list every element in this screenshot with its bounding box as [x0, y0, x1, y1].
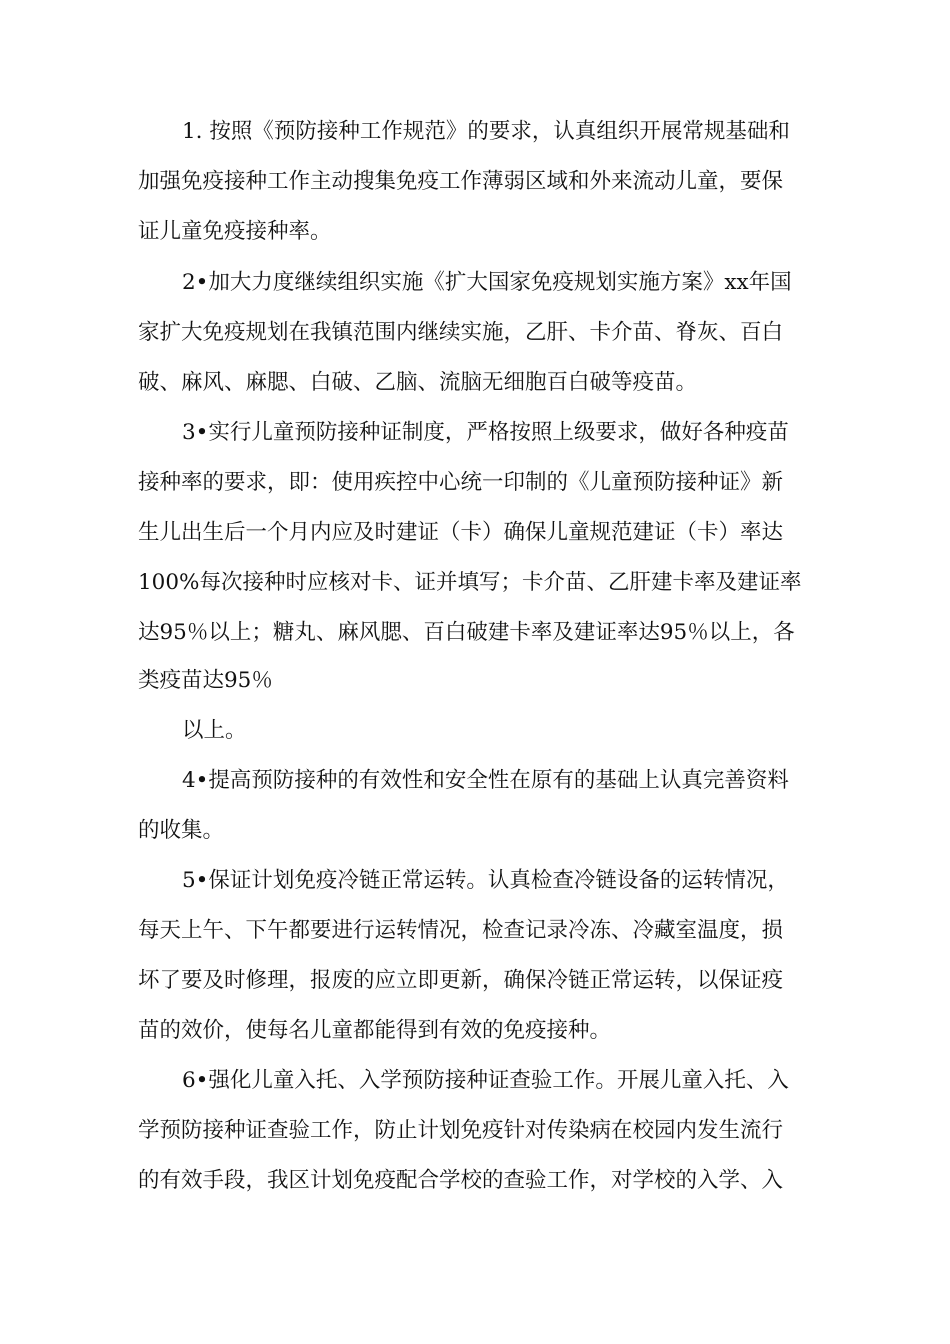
paragraph-5-line-3: 坏了要及时修理，报废的应立即更新，确保冷链正常运转，以保证疫	[138, 968, 784, 993]
paragraph-3-line-2: 接种率的要求，即：使用疾控中心统一印制的《儿童预防接种证》新	[138, 470, 784, 495]
paragraph-3-line-7: 以上。	[182, 718, 247, 743]
paragraph-3-line-4: 100%每次接种时应核对卡、证并填写；卡介苗、乙肝建卡率及建证率	[138, 570, 802, 595]
paragraph-4-line-2: 的收集。	[138, 818, 225, 843]
paragraph-3-line-6: 类疫苗达95％	[138, 668, 273, 693]
paragraph-5-line-4: 苗的效价，使每名儿童都能得到有效的免疫接种。	[138, 1018, 612, 1043]
paragraph-6-line-1: 6•强化儿童入托、入学预防接种证查验工作。开展儿童入托、入	[182, 1068, 789, 1093]
paragraph-5-line-2: 每天上午、下午都要进行运转情况，检查记录冷冻、冷藏室温度，损	[138, 918, 784, 943]
paragraph-3-line-3: 生儿出生后一个月内应及时建证（卡）确保儿童规范建证（卡）率达	[138, 520, 784, 545]
paragraph-5-line-1: 5•保证计划免疫冷链正常运转。认真检查冷链设备的运转情况，	[182, 868, 789, 893]
paragraph-3-line-1: 3•实行儿童预防接种证制度，严格按照上级要求，做好各种疫苗	[182, 420, 789, 445]
paragraph-6-line-3: 的有效手段，我区计划免疫配合学校的查验工作，对学校的入学、入	[138, 1168, 784, 1193]
paragraph-1-line-1: 1. 按照《预防接种工作规范》的要求，认真组织开展常规基础和	[182, 119, 790, 144]
paragraph-6-line-2: 学预防接种证查验工作，防止计划免疫针对传染病在校园内发生流行	[138, 1118, 784, 1143]
paragraph-2-line-2: 家扩大免疫规划在我镇范围内继续实施，乙肝、卡介苗、脊灰、百白	[138, 320, 784, 345]
paragraph-1-line-2: 加强免疫接种工作主动搜集免疫工作薄弱区域和外来流动儿童，要保	[138, 169, 784, 194]
paragraph-4-line-1: 4•提高预防接种的有效性和安全性在原有的基础上认真完善资料	[182, 768, 789, 793]
paragraph-2-line-1: 2•加大力度继续组织实施《扩大国家免疫规划实施方案》xx年国	[182, 270, 792, 295]
paragraph-2-line-3: 破、麻风、麻腮、白破、乙脑、流脑无细胞百白破等疫苗。	[138, 370, 698, 395]
paragraph-3-line-5: 达95％以上；糖丸、麻风腮、百白破建卡率及建证率达95％以上，各	[138, 620, 795, 645]
paragraph-1-line-3: 证儿童免疫接种率。	[138, 219, 332, 244]
